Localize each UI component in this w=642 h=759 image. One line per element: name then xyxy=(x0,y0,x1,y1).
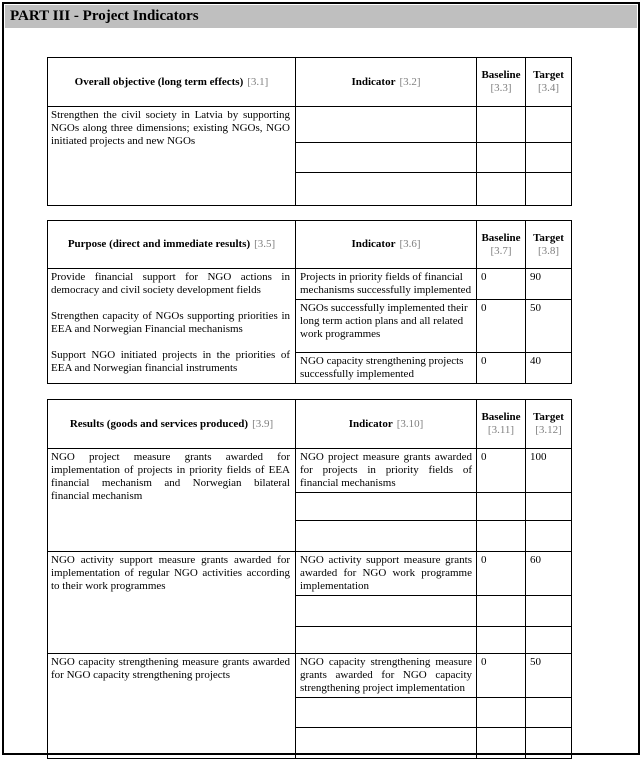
empty-indicator-cell xyxy=(296,698,477,728)
empty-indicator-cell xyxy=(296,143,477,173)
baseline-header-label: Baseline xyxy=(481,411,521,423)
table-header-row xyxy=(48,221,572,269)
table-header-row xyxy=(48,400,572,449)
empty-baseline-cell xyxy=(477,521,526,552)
indicator-cell: NGO activity support measure grants awarded for NGO work programme implementation xyxy=(296,552,477,596)
indicator-header-ref: [3.10] xyxy=(396,417,424,430)
empty-baseline-cell xyxy=(477,698,526,728)
indicator-cell: NGO project measure grants awarded for projects in priority fields of financial mechanisms xyxy=(296,449,477,493)
baseline-value-cell: 0 xyxy=(477,269,526,300)
indicator-cell: NGO capacity strengthening measure grants awarded for NGO capacity strengthening project implementation xyxy=(296,654,477,698)
target-header-label: Target xyxy=(533,231,564,244)
purpose-paragraph: Strengthen capacity of NGOs supporting priorities in EEA and Norwegian Financial mechanisms xyxy=(51,310,290,335)
empty-target-cell xyxy=(526,521,572,552)
indicator-header-cell xyxy=(296,221,477,269)
empty-indicator-cell xyxy=(296,521,477,552)
indicator-header-label: Indicator xyxy=(348,417,393,430)
table-row xyxy=(48,654,572,698)
empty-indicator-cell xyxy=(296,493,477,521)
result-cell: NGO activity support measure grants awarded for implementation of regular NGO activities according to their work programmes xyxy=(48,552,296,654)
results-header-cell xyxy=(48,400,296,449)
empty-target-cell xyxy=(526,698,572,728)
empty-target-cell xyxy=(526,728,572,759)
objective-cell: Strengthen the civil society in Latvia by supporting NGOs along three dimensions; existing NGOs, NGO initiated projects and new NGOs xyxy=(48,107,296,206)
target-header-ref: [3.4] xyxy=(537,82,560,94)
target-value-cell: 50 xyxy=(526,654,572,698)
indicator-header-label: Indicator xyxy=(351,238,396,250)
empty-baseline-cell xyxy=(477,627,526,654)
baseline-value-cell: 0 xyxy=(477,552,526,596)
empty-indicator-cell xyxy=(296,173,477,206)
result-cell: NGO capacity strengthening measure grants awarded for NGO capacity strengthening projects xyxy=(48,654,296,759)
empty-baseline-cell xyxy=(477,596,526,627)
purpose-header-label: Purpose (direct and immediate results) xyxy=(67,238,251,250)
baseline-value-cell: 0 xyxy=(477,449,526,493)
indicator-header-ref: [3.6] xyxy=(399,238,421,250)
empty-baseline-cell xyxy=(477,493,526,521)
empty-baseline-cell xyxy=(477,143,526,173)
indicator-header-cell xyxy=(296,400,477,449)
target-header-ref: [3.12] xyxy=(535,424,562,436)
purpose-table xyxy=(47,220,572,384)
indicator-header-label: Indicator xyxy=(351,75,396,88)
target-value-cell: 90 xyxy=(526,269,572,300)
target-value-cell: 60 xyxy=(526,552,572,596)
empty-target-cell xyxy=(526,173,572,206)
document-page xyxy=(2,2,640,755)
results-header-label: Results (goods and services produced) xyxy=(69,417,249,430)
baseline-header-label: Baseline xyxy=(481,231,521,244)
empty-target-cell xyxy=(526,627,572,654)
part-title-bar xyxy=(5,5,637,28)
indicator-cell: Projects in priority fields of financial mechanisms successfully implemented xyxy=(296,269,477,300)
table-header-row xyxy=(48,58,572,107)
page-title: PART III - Project Indicators xyxy=(10,8,199,24)
target-value-cell: 100 xyxy=(526,449,572,493)
baseline-value-cell: 0 xyxy=(477,654,526,698)
empty-baseline-cell xyxy=(477,728,526,759)
overall-objective-table xyxy=(47,57,572,206)
objective-header-cell xyxy=(48,58,296,107)
empty-indicator-cell xyxy=(296,596,477,627)
indicator-header-ref: [3.2] xyxy=(399,75,421,88)
purpose-header-ref: [3.5] xyxy=(254,238,276,250)
target-header-ref: [3.8] xyxy=(537,244,560,257)
baseline-header-ref: [3.3] xyxy=(490,82,512,94)
baseline-header-cell xyxy=(477,221,526,269)
results-table xyxy=(47,399,572,759)
baseline-header-ref: [3.7] xyxy=(490,244,512,257)
empty-baseline-cell xyxy=(477,173,526,206)
baseline-header-cell xyxy=(477,400,526,449)
purpose-paragraph: Support NGO initiated projects in the priorities of EEA and Norwegian financial instruments xyxy=(51,349,290,374)
indicator-cell: NGOs successfully implemented their long term action plans and all related work programmes xyxy=(296,300,477,353)
target-value-cell: 50 xyxy=(526,300,572,353)
baseline-header-ref: [3.11] xyxy=(487,424,515,436)
table-row xyxy=(48,552,572,596)
empty-baseline-cell xyxy=(477,107,526,143)
target-header-cell xyxy=(526,400,572,449)
target-header-label: Target xyxy=(533,411,564,423)
indicator-cell: NGO capacity strengthening projects successfully implemented xyxy=(296,353,477,384)
empty-target-cell xyxy=(526,596,572,627)
baseline-header-cell xyxy=(477,58,526,107)
result-cell: NGO project measure grants awarded for implementation of projects in priority fields of EEA financial mechanism and Norwegian bilateral financial mechanism xyxy=(48,449,296,552)
baseline-value-cell: 0 xyxy=(477,353,526,384)
baseline-header-label: Baseline xyxy=(481,69,521,81)
table-row xyxy=(48,269,572,300)
results-header-ref: [3.9] xyxy=(252,417,274,430)
empty-target-cell xyxy=(526,493,572,521)
purpose-paragraph: Provide financial support for NGO actions in democracy and civil society development fields xyxy=(51,271,290,296)
purpose-header-cell xyxy=(48,221,296,269)
objective-header-ref: [3.1] xyxy=(247,75,269,88)
empty-indicator-cell xyxy=(296,627,477,654)
target-header-cell xyxy=(526,221,572,269)
empty-indicator-cell xyxy=(296,728,477,759)
target-value-cell: 40 xyxy=(526,353,572,384)
target-header-label: Target xyxy=(533,69,564,81)
empty-indicator-cell xyxy=(296,107,477,143)
table-row xyxy=(48,449,572,493)
table-row xyxy=(48,107,572,143)
indicator-header-cell xyxy=(296,58,477,107)
objective-header-label: Overall objective (long term effects) xyxy=(74,75,244,88)
empty-target-cell xyxy=(526,107,572,143)
empty-target-cell xyxy=(526,143,572,173)
purpose-cell xyxy=(48,269,296,384)
baseline-value-cell: 0 xyxy=(477,300,526,353)
target-header-cell xyxy=(526,58,572,107)
